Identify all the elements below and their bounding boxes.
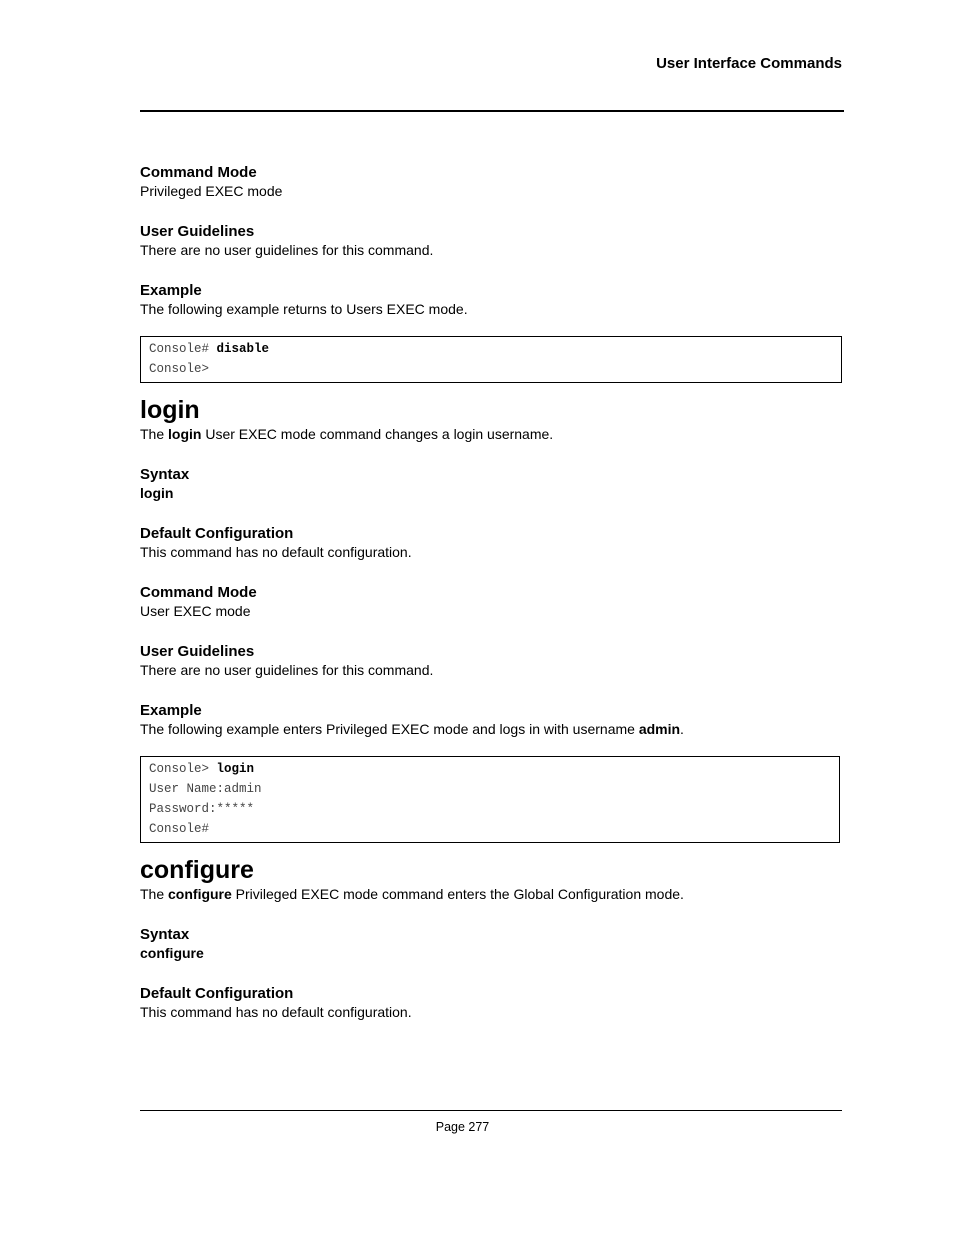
login-command-mode (140, 583, 844, 621)
configure-default-config (140, 984, 844, 1022)
section-heading: Command Mode (140, 584, 257, 601)
header-rule (140, 110, 844, 112)
syntax-value: configure (140, 945, 204, 961)
page-content (140, 163, 844, 1022)
syntax-value: login (140, 485, 174, 501)
section-text: Privileged EXEC mode (140, 183, 283, 199)
section-heading: User Guidelines (140, 223, 255, 240)
section-text: User EXEC mode (140, 603, 251, 619)
code-line: Console> login (149, 762, 255, 776)
section-text: This command has no default configuration. (140, 1004, 412, 1020)
footer-rule (140, 1110, 842, 1111)
code-line: User Name:admin (149, 782, 262, 796)
prev-user-guidelines (140, 222, 844, 260)
code-example-box (140, 336, 842, 383)
section-text: The following example returns to Users EXEC mode. (140, 301, 468, 317)
prev-command-mode (140, 163, 844, 201)
code-line: Console> (149, 362, 210, 376)
section-heading: Syntax (140, 926, 190, 943)
page-number: Page 277 (435, 1120, 490, 1134)
configure-syntax (140, 925, 844, 963)
code-line: Console# disable (149, 342, 270, 356)
section-text: The following example enters Privileged EXEC mode and logs in with username admin. (140, 721, 684, 737)
section-heading: User Guidelines (140, 643, 255, 660)
section-heading: Default Configuration (140, 985, 294, 1002)
code-line: Password:***** (149, 802, 255, 816)
login-syntax (140, 465, 844, 503)
code-example-box (140, 756, 840, 843)
prev-example (140, 281, 844, 383)
section-text: There are no user guidelines for this command. (140, 242, 434, 258)
section-heading: Example (140, 282, 202, 299)
login-default-config (140, 524, 844, 562)
command-intro: The configure Privileged EXEC mode command enters the Global Configuration mode. (140, 886, 684, 902)
code-line: Console# (149, 822, 210, 836)
command-intro: The login User EXEC mode command changes a login username. (140, 426, 554, 442)
section-heading: Syntax (140, 466, 190, 483)
command-title-login: login (140, 396, 200, 424)
header-title: User Interface Commands (656, 55, 842, 72)
section-heading: Default Configuration (140, 525, 294, 542)
login-user-guidelines (140, 642, 844, 680)
command-title-configure: configure (140, 856, 254, 884)
section-heading: Example (140, 702, 202, 719)
section-heading: Command Mode (140, 164, 257, 181)
login-example (140, 701, 844, 843)
section-text: This command has no default configuration. (140, 544, 412, 560)
section-text: There are no user guidelines for this command. (140, 662, 434, 678)
